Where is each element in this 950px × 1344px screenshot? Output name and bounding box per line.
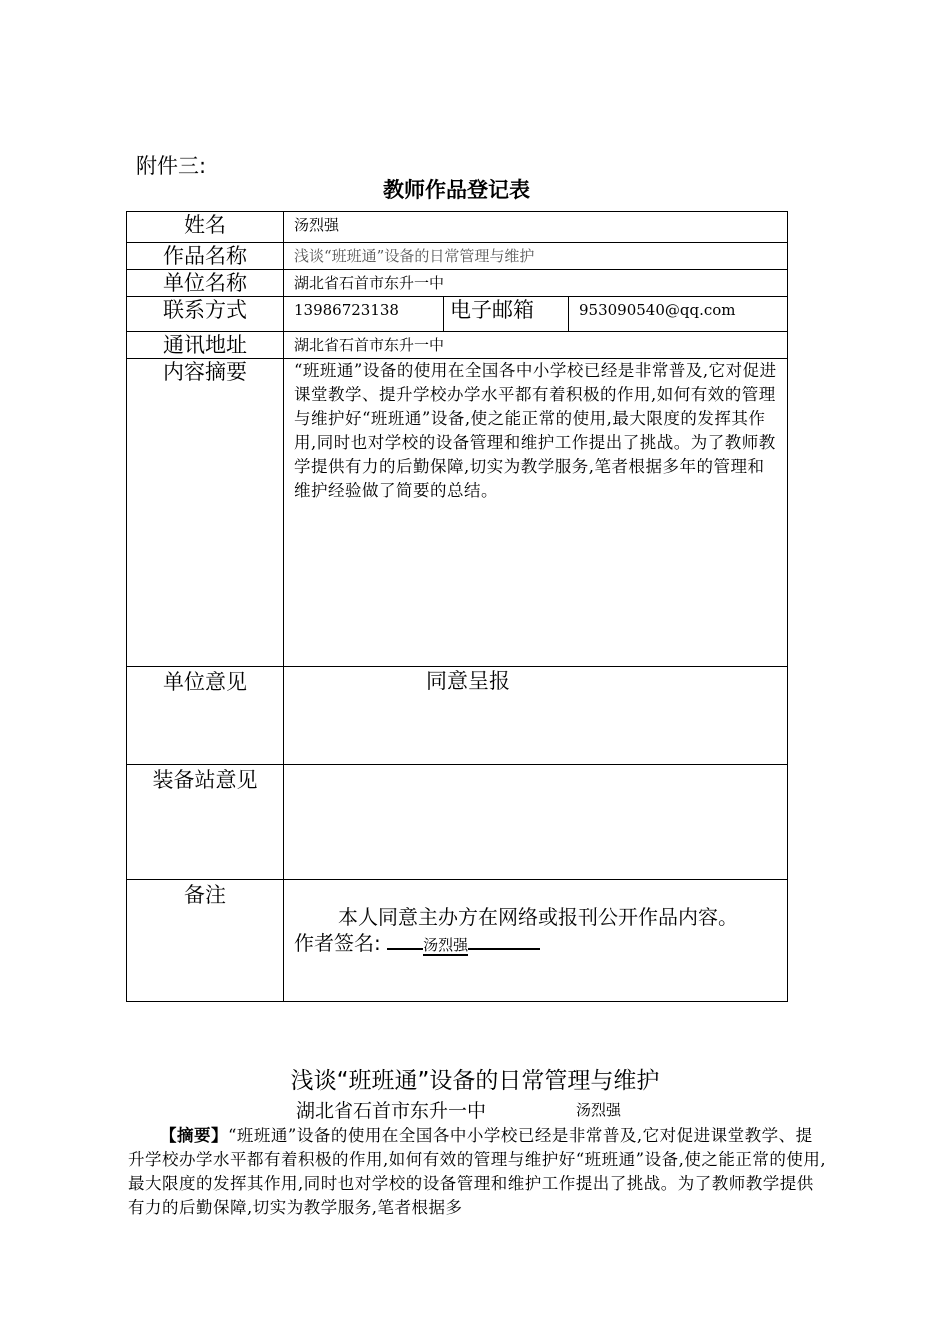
work-title-value: 浅谈“班班通”设备的日常管理与维护: [284, 243, 788, 270]
address-value: 湖北省石首市东升一中: [284, 332, 788, 359]
email-value: 953090540@qq.com: [569, 297, 788, 332]
station-opinion-label: 装备站意见: [127, 765, 284, 880]
abstract-value: “班班通”设备的使用在全国各中小学校已经是非常普及,它对促进课堂教学、提升学校办学水平都有着积极的作用,如何有效的管理与维护好“班班通”设备,使之能正常的使用,最大限度的发挥其作用,同时也对学校的设备管理和维护工作提出了挑战。为了教师教学提供有力的后勤保障,切实为教学服务,笔者根据多年的管理和维护经验做了简要的总结。: [284, 359, 788, 667]
signature-label: 作者签名:: [294, 931, 381, 955]
unit-opinion-value: 同意呈报: [284, 667, 788, 765]
unit-opinion-label: 单位意见: [127, 667, 284, 765]
abstract-label: 内容摘要: [127, 359, 284, 667]
signature-underline-left: [387, 930, 423, 950]
contact-value: 13986723138: [284, 297, 444, 332]
signature-underline-right: [468, 930, 540, 950]
article-abstract-text: “班班通”设备的使用在全国各中小学校已经是非常普及,它对促进课堂教学、提升学校办学水平都有着积极的作用,如何有效的管理与维护好“班班通”设备,使之能正常的使用,最大限度的发挥其作用,同时也对学校的设备管理和维护工作提出了挑战。为了教师教学提供有力的后勤保障,切实为教学服务,笔者根据多: [128, 1126, 827, 1217]
article-title: 浅谈“班班通”设备的日常管理与维护: [290, 1068, 660, 1094]
form-title: 教师作品登记表: [383, 178, 530, 202]
remarks-label: 备注: [127, 880, 284, 1002]
contact-label: 联系方式: [127, 297, 284, 332]
station-opinion-value: [284, 765, 788, 880]
work-title-label: 作品名称: [127, 243, 284, 270]
article-abstract-tag: 【摘要】: [160, 1126, 228, 1145]
signature-name: 汤烈强: [423, 936, 469, 954]
attachment-label: 附件三:: [136, 154, 207, 178]
remarks-cell: [284, 880, 788, 1002]
remarks-consent: 本人同意主办方在网络或报刊公开作品内容。: [338, 905, 738, 929]
unit-label: 单位名称: [127, 270, 284, 297]
article-abstract: [128, 1124, 828, 1220]
email-label: 电子邮箱: [444, 297, 569, 332]
unit-value: 湖北省石首市东升一中: [284, 270, 788, 297]
article-byline-unit: 湖北省石首市东升一中: [296, 1100, 487, 1122]
registration-table: [126, 211, 788, 1002]
article-byline-author: 汤烈强: [576, 1101, 622, 1119]
name-label: 姓名: [127, 212, 284, 243]
name-value: 汤烈强: [284, 212, 788, 243]
address-label: 通讯地址: [127, 332, 284, 359]
signature-line: [294, 930, 777, 958]
